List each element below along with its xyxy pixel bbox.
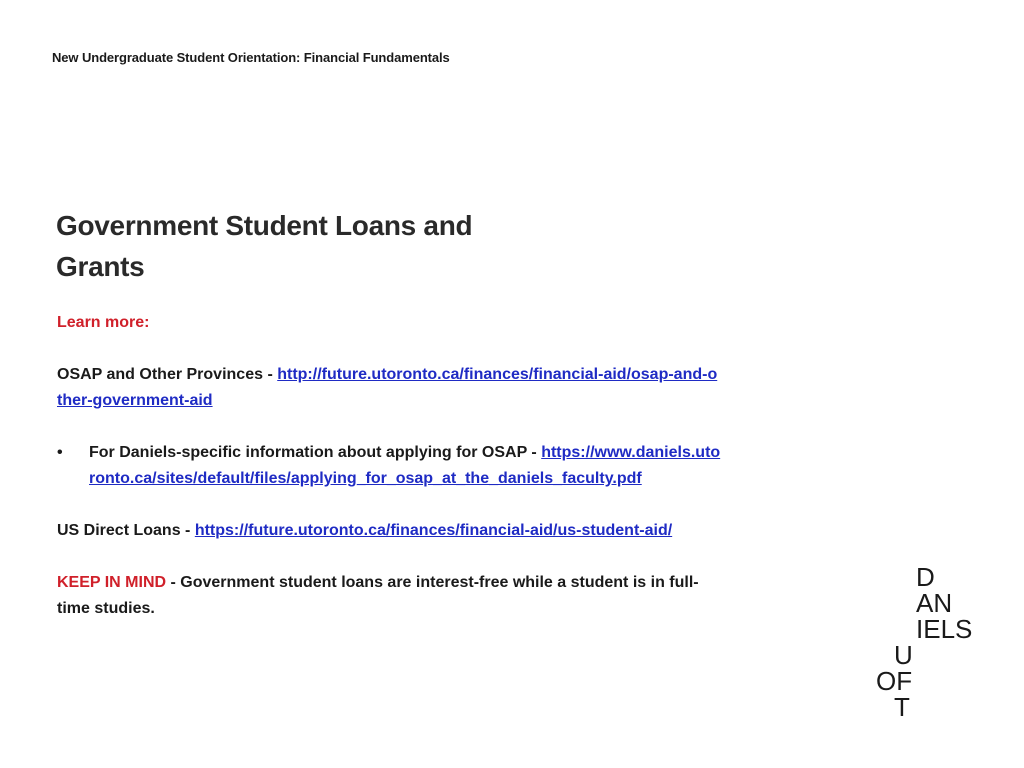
daniels-label: For Daniels-specific information about applying for OSAP -: [89, 444, 542, 461]
osap-paragraph: [57, 362, 722, 414]
logo-line: IELS: [916, 614, 973, 644]
keep-in-mind-paragraph: [57, 570, 722, 622]
osap-link[interactable]: http://future.utoronto.ca/finances/financial-aid/osap-and-other-government-aid: [57, 366, 718, 409]
slide-title: Government Student Loans and Grants: [56, 210, 473, 282]
logo-line: D: [916, 562, 935, 592]
logo-line: T: [894, 692, 910, 722]
bullet-icon: •: [57, 444, 63, 461]
us-loans-link[interactable]: https://future.utoronto.ca/finances/financial-aid/us-student-aid/: [194, 522, 673, 539]
keep-in-mind-label: KEEP IN MIND: [57, 574, 167, 591]
logo-line: AN: [916, 588, 953, 618]
daniels-bullet-item: [57, 440, 722, 492]
learn-more-label: Learn more:: [57, 314, 150, 331]
us-loans-label: US Direct Loans -: [57, 522, 195, 539]
keep-in-mind-text: - Government student loans are interest-free while a student is in full-time studies.: [57, 574, 699, 617]
logo-line: U: [894, 640, 913, 670]
osap-label: OSAP and Other Provinces -: [57, 366, 278, 383]
daniels-uoft-logo: [874, 564, 984, 724]
slide-body: [57, 310, 722, 622]
presentation-header: New Undergraduate Student Orientation: Financial Fundamentals: [52, 50, 450, 65]
daniels-link[interactable]: https://www.daniels.utoronto.ca/sites/default/files/applying_for_osap_at_the_daniels_faculty.pdf: [89, 444, 721, 487]
logo-line: OF: [876, 666, 913, 696]
us-loans-paragraph: [57, 518, 722, 544]
